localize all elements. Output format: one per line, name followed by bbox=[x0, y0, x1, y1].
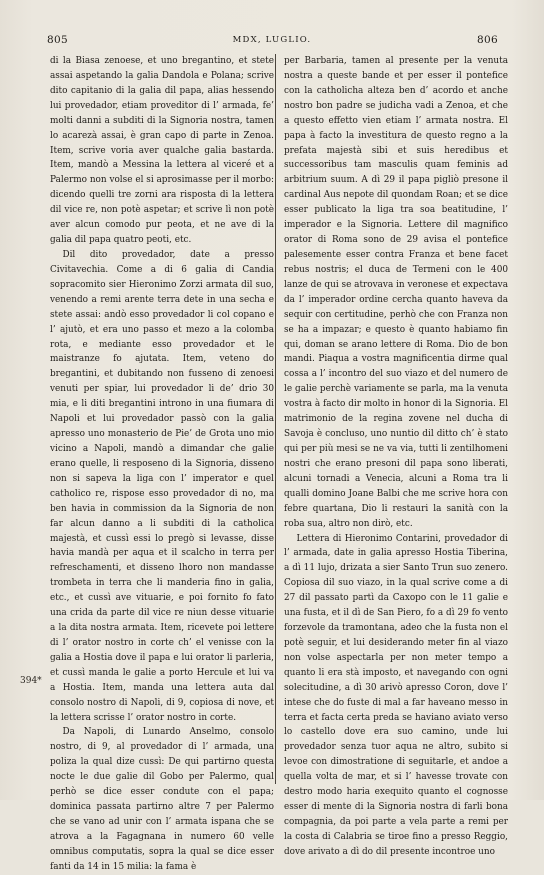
left-text-column bbox=[50, 54, 274, 872]
page-number-right: 806 bbox=[477, 34, 498, 46]
margin-folio-note: 394* bbox=[20, 676, 42, 686]
running-title: MDX, LUGLIO. bbox=[232, 35, 312, 45]
paragraph: Da Napoli, di Lunardo Anselmo, consolo nostro, di 9, al provedador di l’ armada, una poliza la qual dize cussì: De qui partirno questa nocte le due galie dil Gobo per Palermo, qual perhò se dice esser condute con el papa; dominica passata partirno altre 7 per Palermo che se vano ad unir con l’ armata ispana che se atrova a la Fagagnana in numero 60 velle omnibus computatis, sopra la qual se dice esser fanti da 14 in 15 milia: la fama è bbox=[50, 727, 274, 872]
paragraph: Dil dito provedador, date a presso Civitavechia. Come a di 6 galia di Candia sopracomito sier Hieronimo Zorzi armata dil suo, venendo a remi arente terra dete in una secha e stete assai: andò esso provedador li col copano e l’ ajutò, et era uno passo et mezo a la colomba rota, e mediante esso provedador et le maistranze fo ajutata. Item, veteno do bregantini, et dubitando non fusseno di zenoesi venuti per spiar, lui provedador li de’ drio 30 mia, e li diti bregantini introno in una fiumara di Napoli et lui provedador passò con la galia apresso uno monasterio de Pie’ de Grota uno mio vicino a Napoli, mandò a dimandar che galie erano quelle, li resposeno di la Signoria, disseno non si sapeva la liga con l’ imperator e quel catholico re, rispose esso provedador di no, ma ben havia in commission da la Signoria de non far alcun danno a li subditi di la catholica majestà, et cussì essi lo pregò si levasse, disse havia mandà per aqua et il scalcho in terra per refreschamenti, et disseno lhoro non mandasse trombeta in terra che li manderia fino in galia, etc., et cussì ave vituarie, e poi fornito fo fato una crida da parte dil vice re niun desse vituarie a la dita nostra armata. Item, ricevete poi lettere di l’ orator nostro in corte ch’ el venisse con la galia a Hostia dove il papa e lui orator li parleria, et cussì manda le galie a porto Hercule et lui va a Hostia. Item, manda una lettera auta dal consolo nostro di Napoli, di 9, copiosa di nove, et la lettera scrisse l’ orator nostro in corte. bbox=[50, 249, 274, 723]
right-text-column bbox=[284, 54, 508, 857]
page-number-left: 805 bbox=[47, 34, 68, 46]
paragraph: Lettera di Hieronimo Contarini, provedador di l’ armada, date in galia apresso Hostia Tiberina, a dì 11 lujo, drizata a sier Santo Trun suo zenero. Copiosa dil suo viazo, in la qual scrive come a di 27 dil passato partì da Caxopo con le 11 galie e una fusta, et il dì de San Piero, fo a dì 29 fo vento forzevole da tramontana, adeo che la fusta non el potè seguir, et lui desiderando meter fin al viazo non volse aspectarla per non meter tempo a quanto li era stà imposto, et navegando con ogni solecitudine, a dì 30 arivò apresso Coron, dove l’ intese che do fuste di mal a far haveano messo in terra et facta certa preda se haviano aviato verso lo castello dove era suo camino, unde lui provedador senza tuor aqua ne altro, subito si levoe con dimostratione di seguitarle, et andoe a quella volta de mar, et si l’ havesse trovate con destro modo haria exequito quanto el cognosse esser di mente di la Signoria nostra di farli bona compagnia, da poi parte a vela parte a remi per la costa di Calabria se tiroe fino a presso Reggio, dove arivato a dì do dil presente incontroe uno bbox=[284, 533, 508, 857]
paragraph: di la Biasa zenoese, et uno bregantino, et stete assai aspetando la galia Dandola e Polana; scrive dito capitanio di la galia dil papa, alias hessendo lui provedador, etiam proveditor di l’ armada, fe’ molti danni a subditi di la Signoria nostra, tamen lo acarezà assai, è gran capo di parte in Zenoa. Item, scrive voria aver qualche galia bastarda. Item, mandò a Messina la lettera al viceré et a Palermo non volse el si aprosimasse per il morbo: dicendo quelli tre zorni ara risposta di la lettera dil vice re, non potè aspetar; et scrive lì non potè aver alcun comodo pur peota, et ne ave di la galia dil papa quatro peoti, etc. bbox=[50, 56, 274, 246]
column-divider bbox=[275, 54, 276, 784]
running-header bbox=[0, 34, 544, 50]
paragraph: per Barbaria, tamen al presente per la venuta nostra a queste bande et per esser il pontefice con la catholicha alteza ben d’ acordo et anche nostro bon padre se judicha vadi a Zenoa, et che a questo effetto vien etiam l’ armata nostra. El papa à facto la investitura de questo regno a la prefata majestà sibi et suis heredibus et successoribus tam masculis quam feminis ad arbitrium suum. A dì 29 il papa pigliò presone il cardinal Aus nepote dil quondam Roan; et se dice esser publicato la liga tra soa beatitudine, l’ imperador e la Signoria. Lettere dil magnifico orator di Roma sono de 29 avisa el pontefice palesemente esser contra Franza et bene facet rebus nostris; el duca de Termeni con le 400 lanze de qui se atrovava in veronese et expectava da l’ imperador ordine cercha quanto haveva da sequir con certitudine, perhò che con Franza non se ha a impazar; e questo è quanto habiamo fin qui, doman se arano lettere di Roma. Dio de bon mandi. Piaqua a vostra magnificentia dirme qual cossa a l’ incontro del suo viazo et del numero de le galie perchè variamente se parla, ma la venuta vostra à facto dir molto in honor di la Signoria. El matrimonio de la regina zovene nel ducha di Savoja è concluso, uno nuntio dil ditto ch’ è stato qui per più mesi se ne va via, tutti li zentilhomeni nostri che erano presoni dil papa sono liberati, alcuni tornadi a Venecia, alcuni a Roma tra li qualli domino Joane Balbi che me scrive hora con febre quartana, Dio li restauri la sanità con la roba sua, altro non dirò, etc. bbox=[284, 56, 508, 529]
